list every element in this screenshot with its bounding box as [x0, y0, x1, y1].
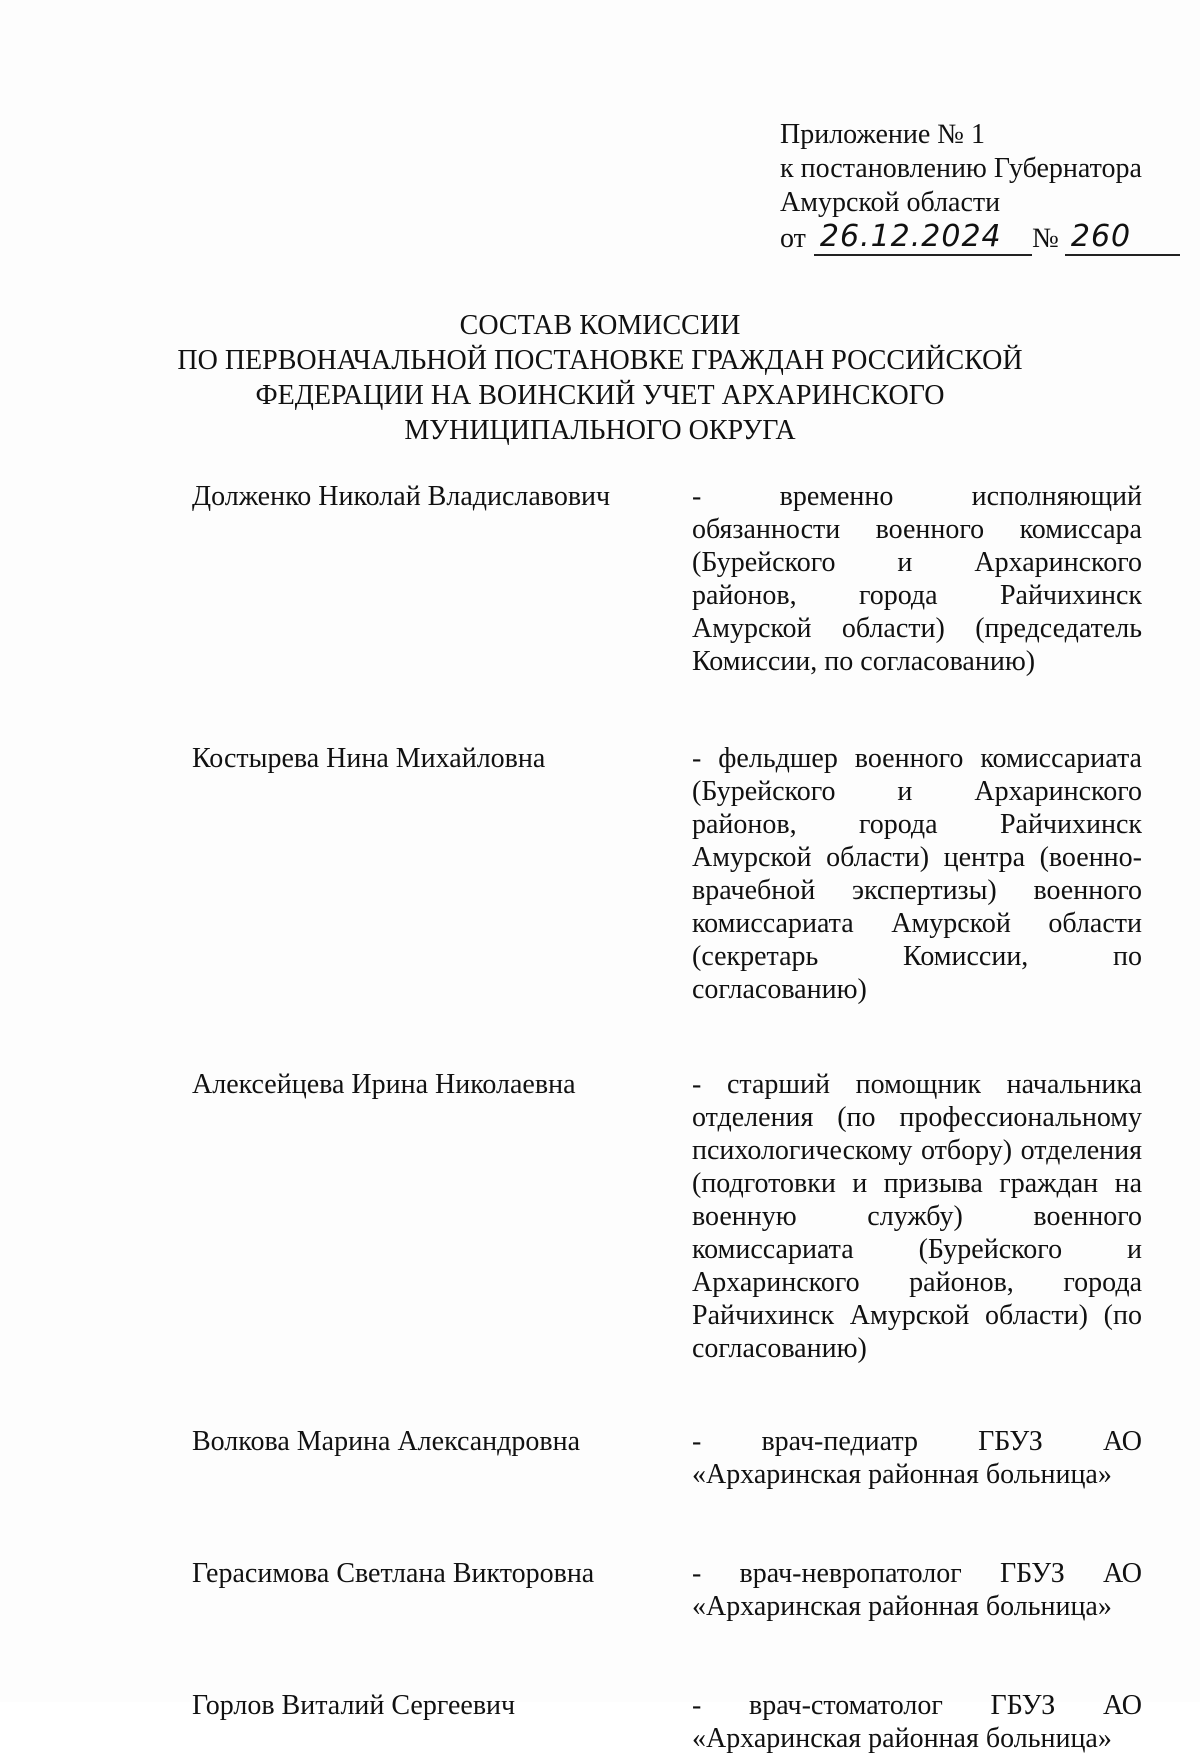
number-sign: №	[1032, 223, 1059, 254]
member-name: Герасимова Светлана Викторовна	[192, 1558, 595, 1589]
appendix-line-2: к постановлению Губернатора	[780, 153, 1142, 184]
title-line-4: МУНИЦИПАЛЬНОГО ОКРУГА	[404, 415, 796, 446]
title-line-3: ФЕДЕРАЦИИ НА ВОИНСКИЙ УЧЕТ АРХАРИНСКОГО	[255, 380, 945, 411]
member-role: - старший помощник начальника отделения (по профессиональному психологическому отбору) отделения (подготовки и призыва граждан на военную службу) военного комиссариата (Бурейского и Архаринского районов, города Райчихинск Амурской области) (по согласованию)	[692, 1069, 1142, 1364]
appendix-line-1: Приложение № 1	[780, 119, 985, 150]
member-name: Волкова Марина Александровна	[192, 1426, 581, 1457]
member-name: Горлов Виталий Сергеевич	[192, 1690, 516, 1721]
handwritten-number: 260	[1065, 220, 1180, 256]
appendix-line-3: Амурской области	[780, 187, 1001, 218]
appendix-block	[780, 118, 1180, 256]
member-row	[192, 480, 1142, 678]
title-line-2: ПО ПЕРВОНАЧАЛЬНОЙ ПОСТАНОВКЕ ГРАЖДАН РОССИЙСКОЙ	[177, 345, 1023, 376]
member-row	[192, 1425, 1142, 1491]
member-row	[192, 1557, 1142, 1623]
member-role: - временно исполняющий обязанности военного комиссара (Бурейского и Архаринского районов, города Райчихинск Амурской области) (председатель Комиссии, по согласованию)	[692, 481, 1142, 677]
member-role: - врач-невропатолог ГБУЗ АО «Архаринская районная больница»	[692, 1558, 1142, 1622]
handwritten-date: 26.12.2024	[814, 220, 1032, 256]
member-name: Долженко Николай Владиславович	[192, 481, 611, 512]
member-role: - фельдшер военного комиссариата (Бурейского и Архаринского районов, города Райчихинск Амурской области) центра (военно-врачебной экспертизы) военного комиссариата Амурской области (секретарь Комиссии, по согласованию)	[692, 743, 1142, 1005]
document-title	[160, 308, 1040, 448]
title-line-1: СОСТАВ КОМИССИИ	[459, 310, 741, 341]
member-row	[192, 1689, 1142, 1755]
member-role: - врач-педиатр ГБУЗ АО «Архаринская районная больница»	[692, 1426, 1142, 1490]
member-row	[192, 742, 1142, 1006]
member-list	[192, 480, 1142, 1755]
member-name: Алексейцева Ирина Николаевна	[192, 1069, 576, 1100]
date-prefix: от	[780, 223, 806, 254]
appendix-date-row	[780, 220, 1180, 256]
member-row	[192, 1068, 1142, 1365]
member-role: - врач-стоматолог ГБУЗ АО «Архаринская районная больница»	[692, 1690, 1142, 1754]
member-name: Костырева Нина Михайловна	[192, 743, 546, 774]
